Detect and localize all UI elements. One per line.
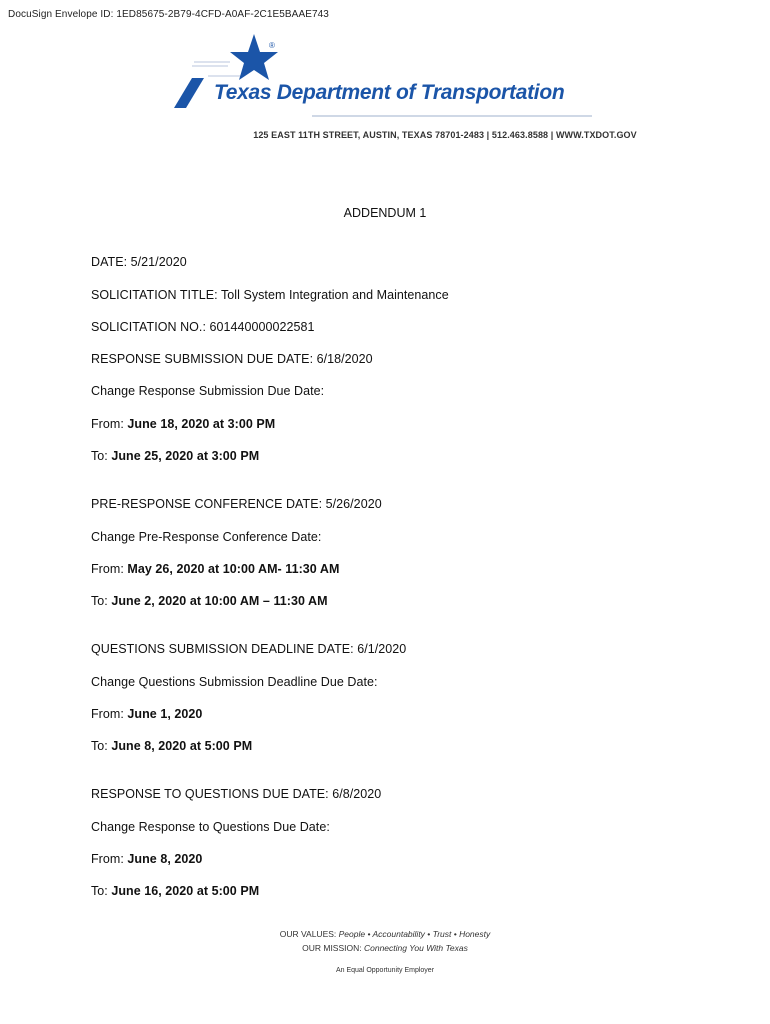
org-address: 125 EAST 11TH STREET, AUSTIN, TEXAS 78701-2483 | 512.463.8588 | WWW.TXDOT.GOV	[253, 130, 637, 140]
values-text: People • Accountability • Trust • Honesty	[338, 929, 491, 939]
rtq-to-line	[91, 884, 259, 898]
from-value: June 18, 2020 at 3:00 PM	[127, 417, 276, 431]
from-value: June 1, 2020	[127, 707, 203, 721]
to-label: To:	[91, 884, 112, 898]
docusign-envelope-id: DocuSign Envelope ID: 1ED85675-2B79-4CFD-A0AF-2C1E5BAAE743	[8, 9, 329, 20]
equal-opportunity-employer: An Equal Opportunity Employer	[335, 967, 435, 974]
questions-from-line	[91, 707, 202, 721]
preresponse-to-line	[91, 594, 328, 608]
values-label: OUR VALUES:	[279, 929, 339, 939]
change-questions-line: Change Questions Submission Deadline Due Date:	[91, 675, 378, 689]
change-response-line: Change Response Submission Due Date:	[91, 384, 325, 398]
txdot-logo	[172, 32, 612, 122]
change-rtq-line: Change Response to Questions Due Date:	[91, 820, 330, 834]
date-line: DATE: 5/21/2020	[91, 255, 187, 269]
preresponse-from-line	[91, 562, 339, 576]
solicitation-title-line: SOLICITATION TITLE: Toll System Integration and Maintenance	[91, 288, 449, 302]
preresponse-line: PRE-RESPONSE CONFERENCE DATE: 5/26/2020	[91, 497, 382, 511]
response-from-line	[91, 417, 275, 431]
mission-label: OUR MISSION:	[302, 943, 364, 953]
from-label: From:	[91, 417, 128, 431]
from-value: June 8, 2020	[127, 852, 203, 866]
footer-values	[0, 929, 770, 939]
mission-text: Connecting You With Texas	[363, 943, 468, 953]
response-to-line	[91, 449, 259, 463]
registered-mark: ®	[269, 41, 275, 50]
response-to-questions-line: RESPONSE TO QUESTIONS DUE DATE: 6/8/2020	[91, 787, 382, 801]
solicitation-no-line: SOLICITATION NO.: 601440000022581	[91, 320, 315, 334]
to-value: June 2, 2020 at 10:00 AM – 11:30 AM	[111, 594, 328, 608]
from-label: From:	[91, 852, 128, 866]
to-value: June 16, 2020 at 5:00 PM	[111, 884, 260, 898]
questions-deadline-line: QUESTIONS SUBMISSION DEADLINE DATE: 6/1/2020	[91, 642, 407, 656]
from-label: From:	[91, 707, 128, 721]
to-label: To:	[91, 449, 112, 463]
response-due-line: RESPONSE SUBMISSION DUE DATE: 6/18/2020	[91, 352, 373, 366]
to-value: June 25, 2020 at 3:00 PM	[111, 449, 260, 463]
from-value: May 26, 2020 at 10:00 AM- 11:30 AM	[127, 562, 340, 576]
footer-mission	[0, 943, 770, 953]
rtq-from-line	[91, 852, 202, 866]
to-label: To:	[91, 594, 112, 608]
document-title: ADDENDUM 1	[343, 206, 427, 220]
star-flag-icon	[172, 32, 612, 122]
org-name: Texas Department of Transportation	[214, 81, 565, 104]
questions-to-line	[91, 739, 252, 753]
from-label: From:	[91, 562, 128, 576]
to-value: June 8, 2020 at 5:00 PM	[111, 739, 253, 753]
to-label: To:	[91, 739, 112, 753]
change-preresponse-line: Change Pre-Response Conference Date:	[91, 530, 322, 544]
